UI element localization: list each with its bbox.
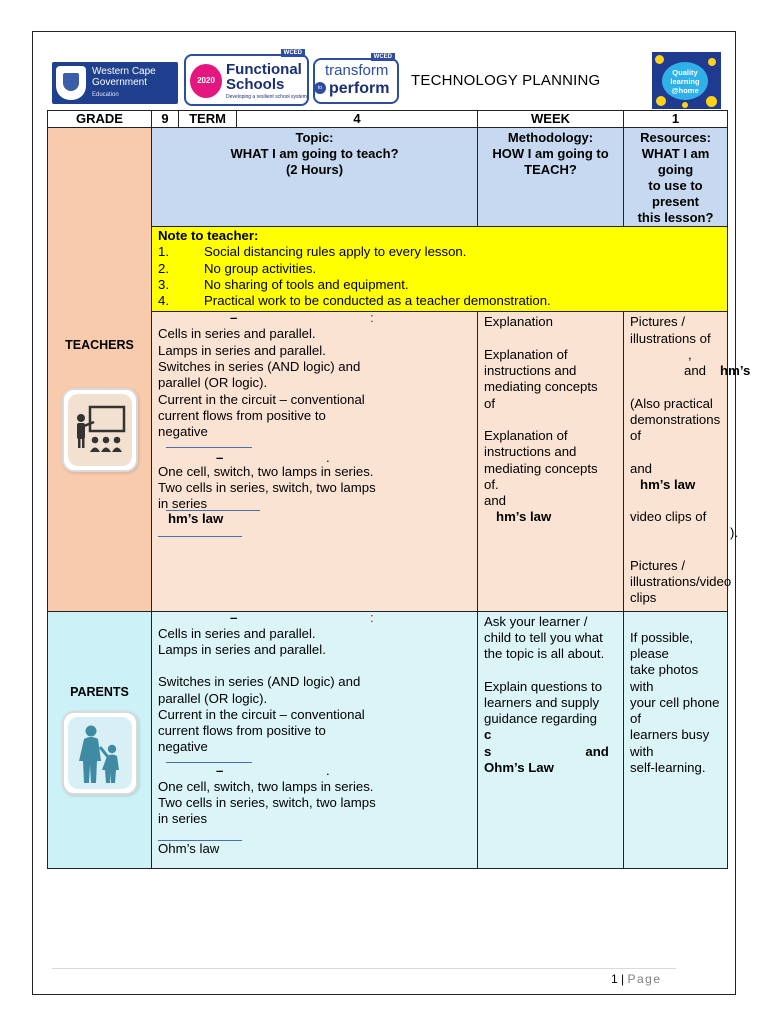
teachers-topic-line: negative <box>158 424 208 440</box>
teachers-resources-line: clips <box>630 590 657 606</box>
parents-resources-line: your cell phone of <box>630 694 720 727</box>
footer-rule <box>52 968 676 969</box>
column-header-row <box>48 128 728 227</box>
parents-topic-line: Lamps in series and parallel. <box>158 641 326 657</box>
teachers-resources-line: (Also practical <box>630 395 713 411</box>
wced-badge-2: WCED <box>371 53 395 61</box>
teachers-resources-video: video clips of <box>630 509 707 525</box>
teachers-methodology-line: instructions and <box>484 363 577 379</box>
note-item: 3. No sharing of tools and equipment. <box>158 276 409 292</box>
underline-rule <box>166 441 252 448</box>
grade-label: GRADE <box>48 111 152 128</box>
methodology-header <box>478 128 624 227</box>
grade-value: 9 <box>152 111 179 128</box>
parents-methodology-ohms-law: Ohm’s Law <box>484 760 554 776</box>
page-number-footer <box>611 972 662 986</box>
teachers-side-cell <box>48 128 152 612</box>
teachers-topic-line: parallel (OR logic). <box>158 375 268 391</box>
parents-methodology-and: and <box>585 743 609 759</box>
week-value: 1 <box>624 111 728 128</box>
document-title: TECHNOLOGY PLANNING <box>411 72 601 89</box>
parents-topic-line: Current in the circuit – conventional <box>158 706 365 722</box>
functional-schools-logo <box>184 50 309 106</box>
resources-question-3: this lesson? <box>637 210 714 225</box>
parents-resources-line: take photos with <box>630 662 699 694</box>
teachers-topic-line: One cell, switch, two lamps in series. <box>158 463 374 479</box>
teachers-resources-ohms: hm’s <box>720 363 751 379</box>
teachers-topic-line: Current in the circuit – conventional <box>158 391 365 407</box>
parents-topic-line: in series <box>158 811 208 827</box>
parents-resources-cell <box>624 611 728 868</box>
underline-rule <box>158 828 242 841</box>
parents-topic-line: current flows from positive to <box>158 723 326 739</box>
parents-topic-dash-2: – <box>216 762 224 778</box>
planning-table <box>47 110 751 869</box>
wcg-line-1: Western Cape <box>92 66 156 77</box>
parents-methodology-line: the topic is all about. <box>484 646 605 662</box>
quality-learning-at-home-logo <box>652 52 721 109</box>
parents-label: PARENTS <box>70 684 129 699</box>
topic-duration: (2 Hours) <box>285 162 344 177</box>
parents-methodology-line: guidance regarding <box>484 711 597 727</box>
teachers-methodology-line: mediating concepts <box>484 460 598 476</box>
teachers-resources-line: Pictures / <box>630 557 685 573</box>
topic-header <box>152 128 478 227</box>
teachers-methodology-ohms-law: hm’s law <box>496 509 552 525</box>
parents-methodology-line: learners and supply <box>484 694 600 710</box>
parents-methodology-c: c <box>484 727 492 743</box>
topic-question: WHAT I am going to teach? <box>230 146 399 161</box>
ql-line-1: Quality <box>672 68 698 77</box>
teachers-resources-line: illustrations of <box>630 330 711 346</box>
parents-methodology-s: s <box>484 743 492 759</box>
teachers-resources-line: Pictures / <box>630 314 685 330</box>
teachers-topic-colon-1: : <box>370 310 374 326</box>
teachers-topic-line: Lamps in series and parallel. <box>158 342 326 358</box>
parents-methodology-line: Explain questions to <box>484 678 603 694</box>
page-word: Page <box>627 972 662 986</box>
parents-resources-line: self-learning. <box>630 760 706 776</box>
info-row <box>48 111 728 128</box>
parents-topic-line: parallel (OR logic). <box>158 690 268 706</box>
teachers-methodology-line: mediating concepts <box>484 379 598 395</box>
parents-row <box>48 611 728 868</box>
parents-methodology-cell <box>478 611 624 868</box>
teachers-topic-line: Two cells in series, switch, two lamps <box>158 479 376 495</box>
teachers-resources-and-2: and <box>630 460 653 476</box>
note-item: 4. Practical work to be conducted as a teacher demonstration. <box>158 293 551 309</box>
teacher-presentation-icon <box>62 388 138 472</box>
parents-topic-cell <box>152 611 478 868</box>
coat-of-arms-icon <box>56 66 86 100</box>
parents-resources-line: If possible, please <box>630 629 694 661</box>
term-value: 4 <box>237 111 478 128</box>
teachers-topic-dash-1: – <box>230 310 238 326</box>
teachers-methodology-line: of. <box>484 476 499 492</box>
resources-heading: Resources: <box>640 130 711 145</box>
teachers-topic-dash-2: – <box>216 449 224 465</box>
transform-to-perform-logo <box>313 54 399 104</box>
parent-child-icon <box>62 711 138 795</box>
parents-side-cell <box>48 611 152 868</box>
teachers-methodology-line: and <box>484 493 507 509</box>
parents-topic-dot-2: . <box>326 762 330 778</box>
note-item: 2. No group activities. <box>158 260 317 276</box>
parents-methodology-line: child to tell you what <box>484 629 603 645</box>
functional-text: Functional <box>226 61 302 78</box>
teachers-topic-line: current flows from positive to <box>158 407 326 423</box>
parents-topic-ohms-law: Ohm’s law <box>158 840 220 856</box>
week-label: WEEK <box>478 111 624 128</box>
parents-methodology-line: Ask your learner / <box>484 613 588 629</box>
teachers-methodology-line: Explanation of <box>484 427 568 443</box>
parents-topic-line: One cell, switch, two lamps in series. <box>158 778 374 794</box>
underline-rule <box>158 528 242 537</box>
parents-resources-line: learners busy with <box>630 727 710 759</box>
teachers-topic-line: Switches in series (AND logic) and <box>158 359 361 375</box>
teachers-topic-line: Cells in series and parallel. <box>158 326 316 342</box>
teachers-methodology-line: Explanation of <box>484 346 568 362</box>
term-label: TERM <box>179 111 237 128</box>
functional-schools-tagline: Developing a resilient school system <box>226 94 307 100</box>
teachers-resources-line: demonstrations of <box>630 411 721 444</box>
transform-text: transform <box>325 62 389 79</box>
resources-question-2: to use to present <box>648 178 703 209</box>
note-to-teacher <box>152 227 728 312</box>
page-number: 1 <box>611 972 618 986</box>
parents-topic-dash-1: – <box>230 609 238 625</box>
teachers-resources-ohms-law: hm’s law <box>640 476 696 492</box>
methodology-question-2: TEACH? <box>524 162 577 177</box>
schools-text: Schools <box>226 76 285 93</box>
ql-line-3: @home <box>671 86 699 95</box>
year-badge: 2020 <box>190 64 222 98</box>
teachers-resources-cell <box>624 312 751 611</box>
topic-heading: Topic: <box>295 130 334 145</box>
teachers-topic-dot-2: . <box>326 449 330 465</box>
western-cape-government-logo <box>52 62 178 104</box>
perform-text: perform <box>329 80 390 97</box>
page-separator: | <box>621 972 625 986</box>
teachers-topic-cell <box>152 312 478 611</box>
methodology-heading: Methodology: <box>507 130 594 145</box>
teachers-methodology-cell <box>478 312 624 611</box>
wced-badge: WCED <box>281 49 305 57</box>
resources-question-1: WHAT I am going <box>641 146 710 177</box>
parents-topic-line: Two cells in series, switch, two lamps <box>158 795 376 811</box>
teachers-resources-comma: , <box>688 347 692 363</box>
resources-header <box>624 128 728 227</box>
note-heading: Note to teacher: <box>158 228 259 243</box>
teachers-methodology-line: of <box>484 395 496 411</box>
teachers-topic-ohms-law: hm’s law <box>168 511 224 527</box>
parents-topic-line: Cells in series and parallel. <box>158 625 316 641</box>
teachers-resources-and: and <box>684 363 707 379</box>
wcg-line-3: Education <box>92 92 119 98</box>
underline-rule <box>166 756 252 763</box>
methodology-question-1: HOW I am going to <box>492 146 609 161</box>
teachers-label: TEACHERS <box>65 338 134 353</box>
teachers-topic-line: in series <box>158 496 208 512</box>
to-badge: to <box>314 82 326 94</box>
teachers-methodology-line: Explanation <box>484 314 553 330</box>
note-item: 1. Social distancing rules apply to every lesson. <box>158 244 467 260</box>
teachers-resources-paren: ). <box>730 525 739 541</box>
parents-topic-colon-1: : <box>370 609 374 625</box>
parents-topic-line: Switches in series (AND logic) and <box>158 674 361 690</box>
wcg-line-2: Government <box>92 77 148 88</box>
ql-line-2: learning <box>670 77 700 86</box>
teachers-resources-line: illustrations/video <box>630 574 732 590</box>
parents-topic-line: negative <box>158 739 208 755</box>
teachers-methodology-line: instructions and <box>484 444 577 460</box>
